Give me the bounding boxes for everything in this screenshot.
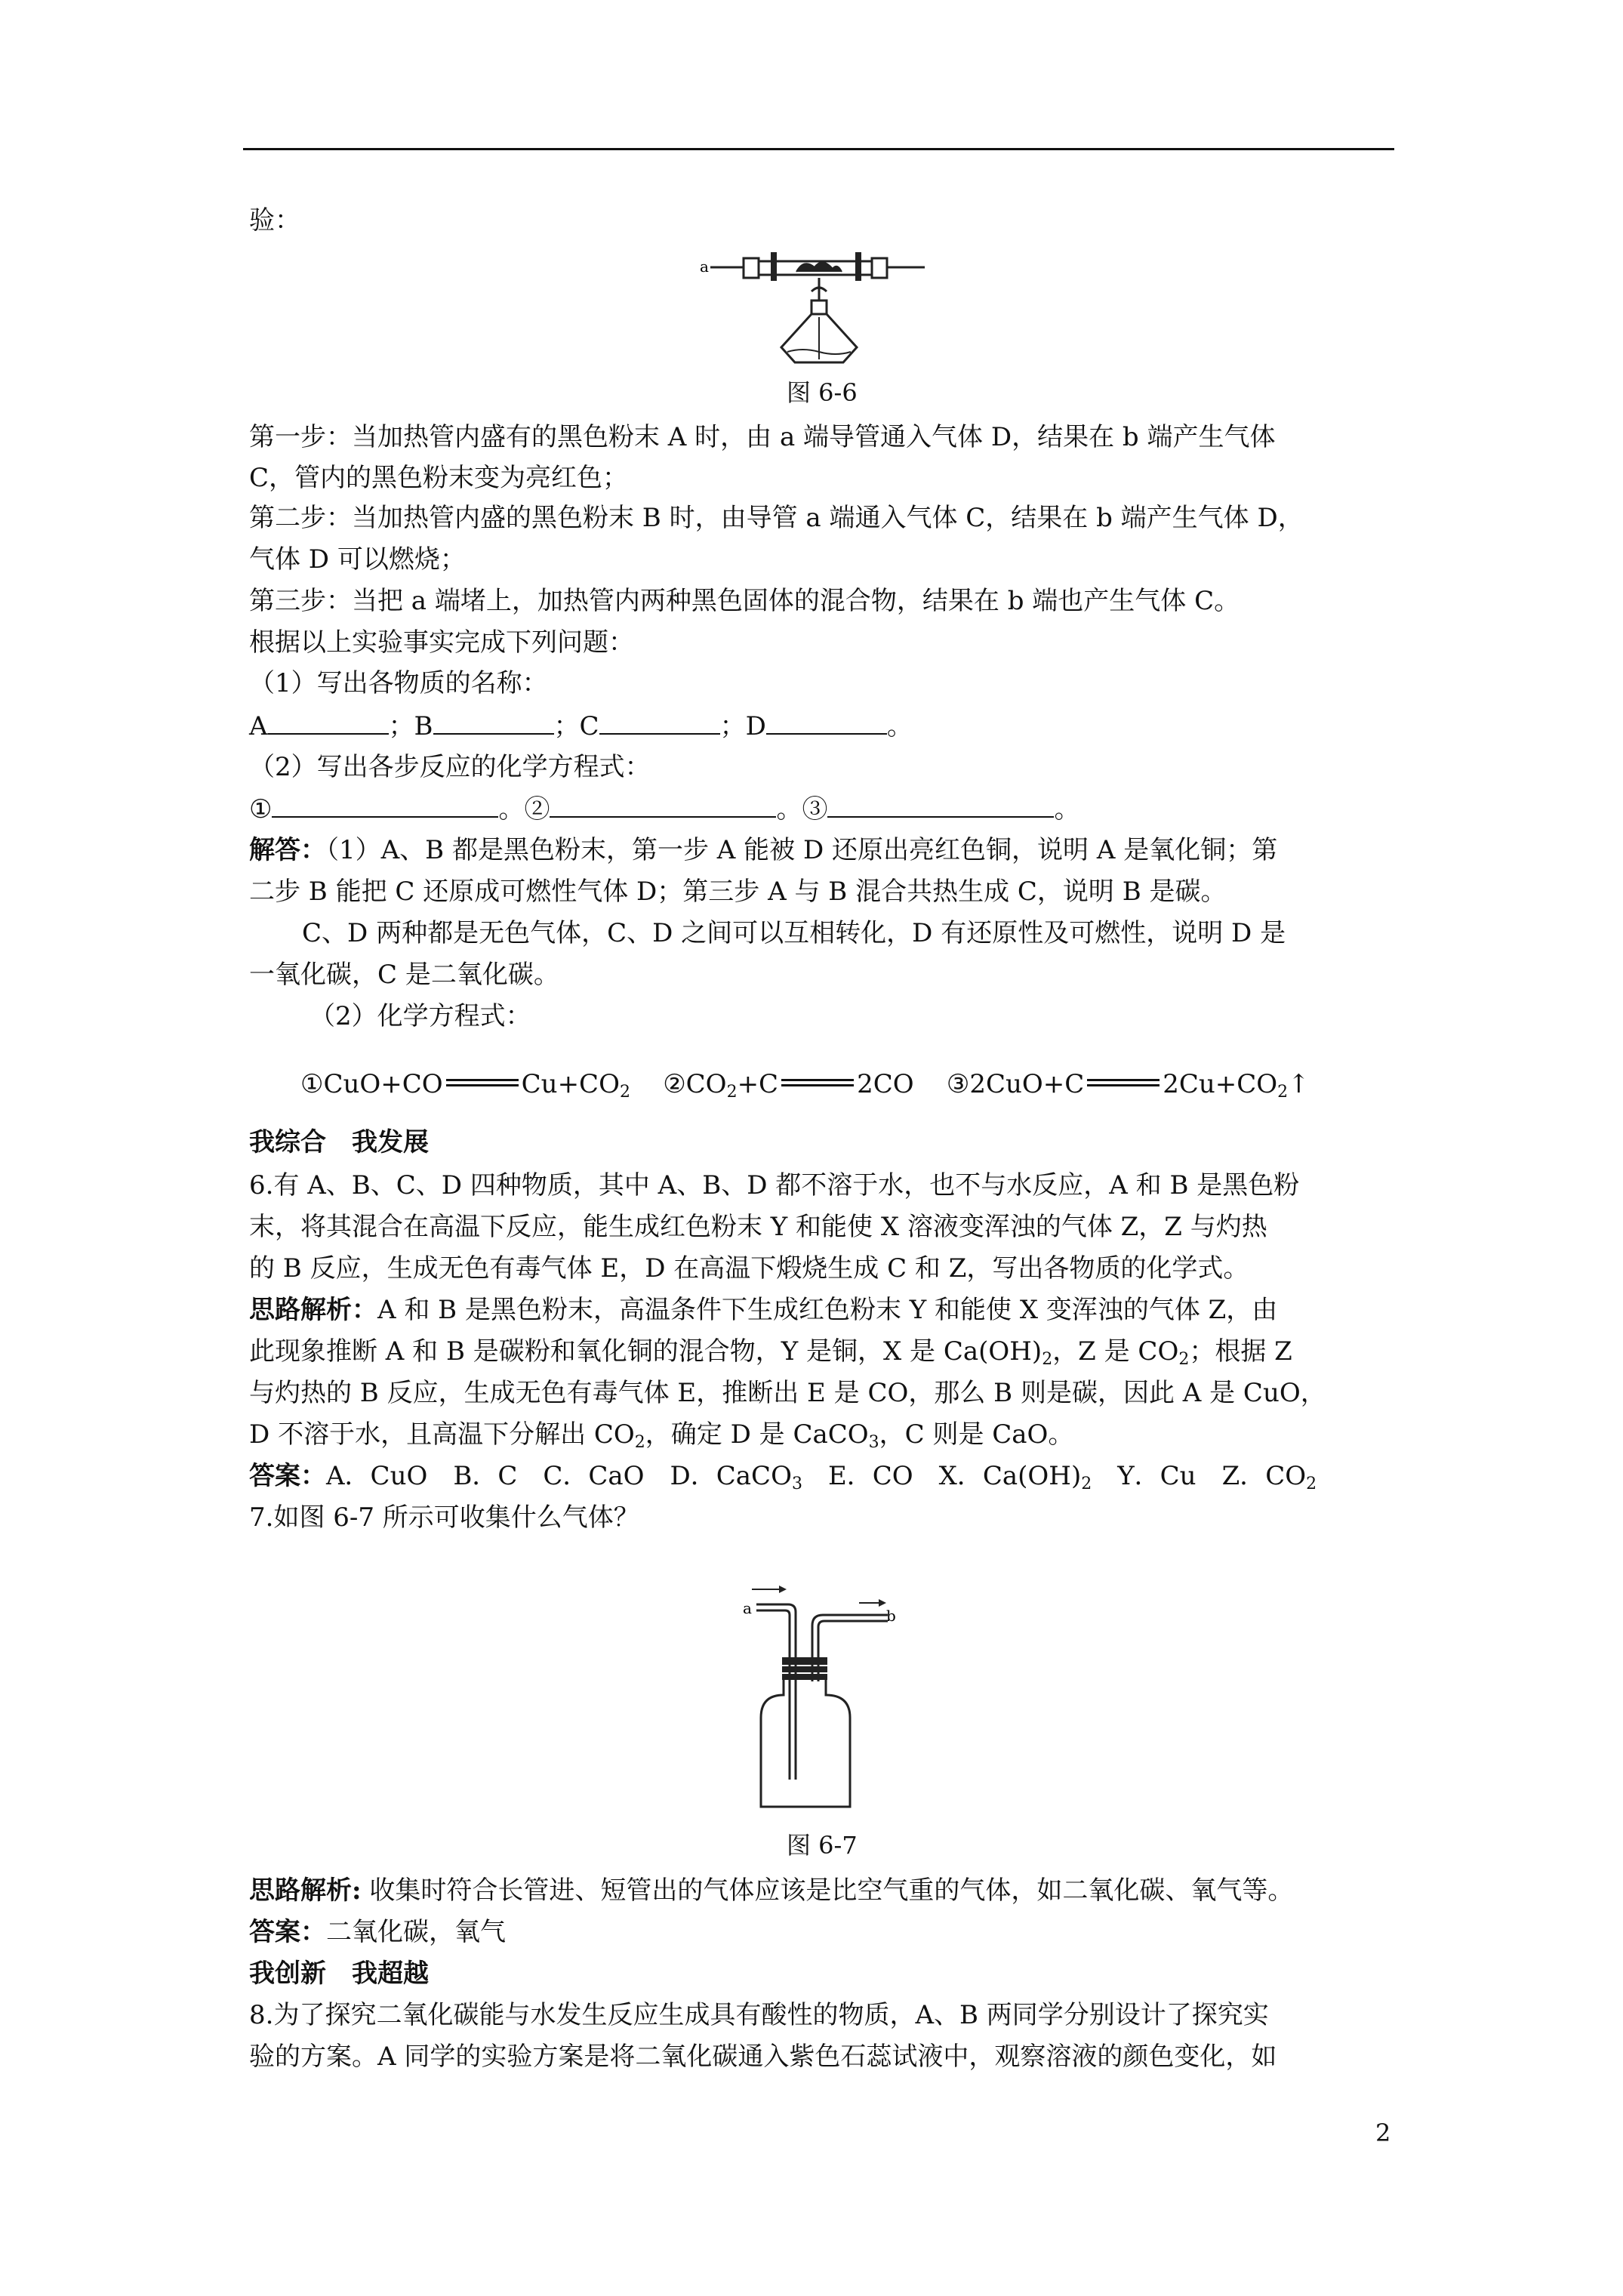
analysis-line: D 不溶于水，且高温下分解出 $CO_2$，确定 D 是 CaCO$_3$，C 则是 CaO。	[249, 1419, 1074, 1452]
blank-eq-2[interactable]	[550, 794, 776, 818]
q1-answer-blanks: A ；B ；C ；D 。	[249, 711, 913, 741]
answer-label: 解答：	[249, 835, 326, 865]
chemical-equations: ①CuO+CO $Cu+CO_2$ $②CO_2+C$ 2CO ③2CuO+C $2Cu+CO_2↑$	[300, 1069, 1310, 1102]
analysis-label: 思路解析：	[249, 1295, 377, 1325]
analysis-line: 思路解析: 收集时符合长管进、短管出的气体应该是比空气重的气体，如二氧化碳、氧气等。	[249, 1875, 1294, 1906]
text-line: 7.如图 6-7 所示可收集什么气体？	[249, 1502, 639, 1533]
text-line: 验的方案。A 同学的实验方案是将二氧化碳通入紫色石蕊试液中，观察溶液的颜色变化，如	[249, 2042, 1277, 2072]
figure-6-7-caption: 图 6-7	[787, 1831, 858, 1860]
equals-sign	[446, 1079, 519, 1086]
text-line: 第一步：当加热管内盛有的黑色粉末 A 时，由 a 端导管通入气体 D，结果在 b 端产生气体	[249, 422, 1276, 452]
text-line: 第二步：当加热管内盛的黑色粉末 B 时，由导管 a 端通入气体 C，结果在 b 端产生气体 D，	[249, 503, 1304, 533]
header-rule	[243, 148, 1394, 150]
equals-sign	[1087, 1079, 1160, 1086]
text-line: （2）写出各步反应的化学方程式：	[249, 752, 651, 782]
equals-sign	[781, 1079, 854, 1086]
text-line: （2）化学方程式：	[310, 1001, 531, 1031]
text-line: 二步 B 能把 C 还原成可燃性气体 D；第三步 A 与 B 混合共热生成 C，说明 B 是碳。	[249, 877, 1227, 907]
q2-answer-blanks: ① 。② 。③ 。	[249, 794, 1080, 824]
text-line: C、D 两种都是无色气体，C、D 之间可以互相转化，D 有还原性及可燃性，说明 D 是	[302, 918, 1286, 948]
blank-eq-1[interactable]	[272, 794, 498, 818]
blank-b[interactable]	[433, 710, 554, 735]
blank-a[interactable]	[268, 710, 389, 735]
text-line: 验：	[249, 205, 300, 236]
text-line: 气体 D 可以燃烧；	[249, 544, 466, 575]
answer-line: 答案：A．CuO B．C C．CaO D．CaCO$_3$ E．CO X．$Ca(OH)_2$ Y．Cu Z．$CO_2$	[249, 1461, 1317, 1493]
answer-line: 答案：二氧化碳，氧气	[249, 1917, 506, 1947]
text-line: 的 B 反应，生成无色有毒气体 E，D 在高温下煅烧生成 C 和 Z，写出各物质的化学式。	[249, 1253, 1249, 1284]
answer-line: 解答：（1）A、B 都是黑色粉末，第一步 A 能被 D 还原出亮红色铜，说明 A 是氧化铜；第	[249, 835, 1278, 865]
fig66-label-a: a	[700, 257, 709, 276]
figure-6-6	[698, 242, 940, 378]
analysis-label: 思路解析:	[249, 1875, 362, 1906]
figure-6-6-caption: 图 6-6	[787, 378, 858, 407]
page-number: 2	[1375, 2119, 1391, 2147]
section-title: 我创新 我超越	[249, 1959, 429, 1989]
analysis-line: 思路解析：A 和 B 是黑色粉末，高温条件下生成红色粉末 Y 和能使 X 变浑浊的气体 Z，由	[249, 1295, 1278, 1325]
section-title: 我综合 我发展	[249, 1127, 429, 1157]
blank-d[interactable]	[766, 710, 887, 735]
analysis-line: 此现象推断 A 和 B 是碳粉和氧化铜的混合物，Y 是铜，X 是 $Ca(OH)_2$，Z 是 $CO_2$；根据 Z	[249, 1336, 1292, 1369]
text-line: 第三步：当把 a 端堵上，加热管内两种黑色固体的混合物，结果在 b 端也产生气体 C。	[249, 586, 1240, 616]
text-line: 根据以上实验事实完成下列问题：	[249, 627, 634, 658]
blank-eq-3[interactable]	[827, 794, 1054, 818]
answer-label: 答案：	[249, 1461, 326, 1491]
text-line: C，管内的黑色粉末变为亮红色；	[249, 463, 629, 493]
text-line: 末，将其混合在高温下反应，能生成红色粉末 Y 和能使 X 溶液变浑浊的气体 Z，Z 与灼热	[249, 1212, 1267, 1242]
blank-c[interactable]	[599, 710, 720, 735]
answer-label: 答案：	[249, 1917, 326, 1947]
text-line: （1）写出各物质的名称：	[249, 668, 548, 698]
text-line: 8.为了探究二氧化碳能与水发生反应生成具有酸性的物质，A、B 两同学分别设计了探究实	[249, 2000, 1269, 2030]
text-line: 6.有 A、B、C、D 四种物质，其中 A、B、D 都不溶于水，也不与水反应，A 和 B 是黑色粉	[249, 1170, 1300, 1200]
text-line: 与灼热的 B 反应，生成无色有毒气体 E，推断出 E 是 CO，那么 B 则是碳，因此 A 是 CuO，	[249, 1378, 1326, 1408]
figure-6-7	[738, 1582, 919, 1816]
fig67-label-b: b	[886, 1607, 896, 1625]
gas-arrow-icon: ↑	[1288, 1069, 1310, 1099]
fig67-label-a: a	[743, 1599, 752, 1617]
text-line: 一氧化碳，C 是二氧化碳。	[249, 960, 559, 990]
